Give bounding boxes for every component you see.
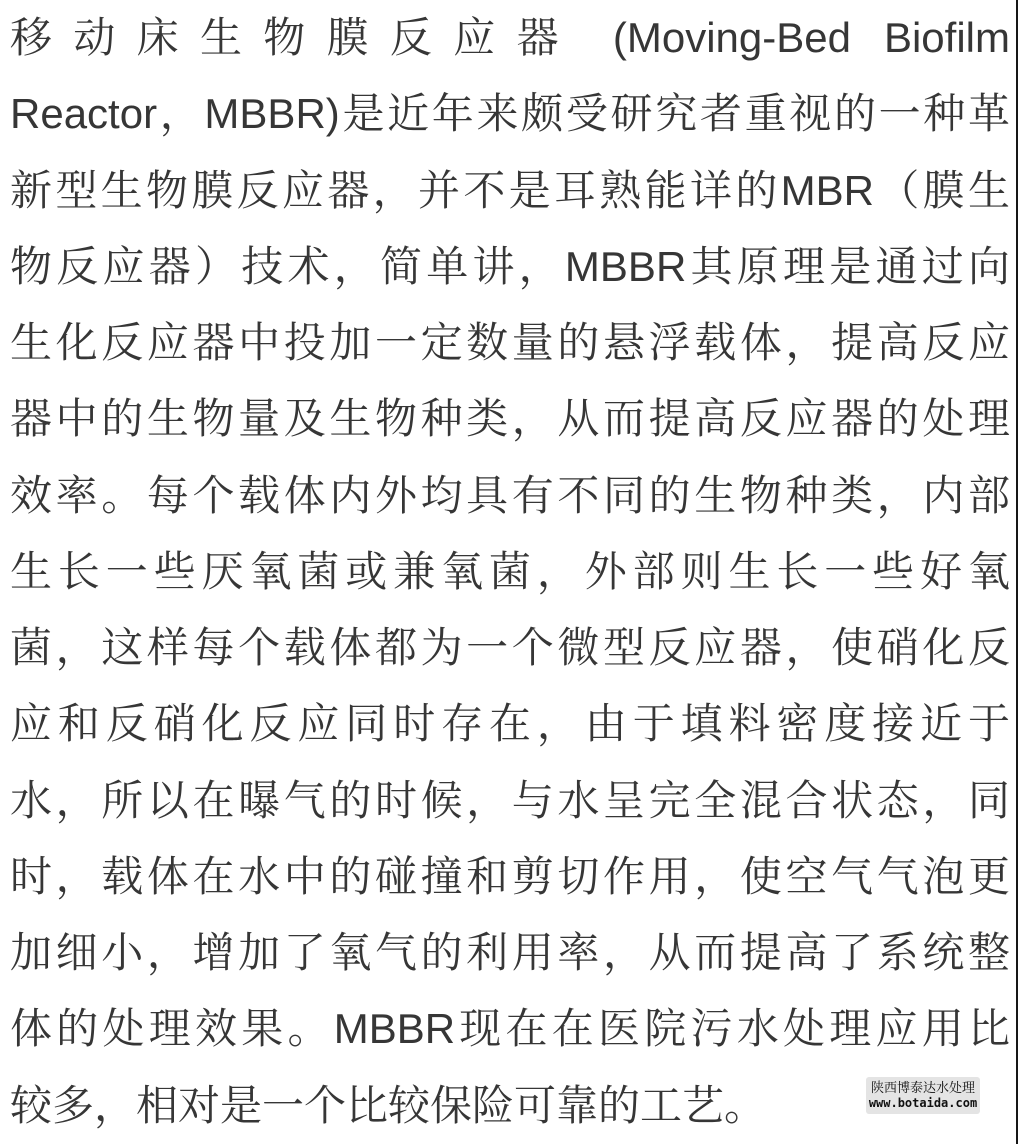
text-line: Reactor，MBBR)是近年来颇受研究者重视的一种革 [10, 90, 1010, 138]
watermark-website-url: www.botaida.com [868, 1096, 978, 1110]
text-line: 时，载体在水中的碰撞和剪切作用，使空气气泡更 [10, 852, 1010, 900]
text-line: 生化反应器中投加一定数量的悬浮载体，提高反应 [10, 319, 1010, 366]
text-line: 较多，相对是一个比较保险可靠的工艺。 [10, 1081, 767, 1129]
text-line: 效率。每个载体内外均具有不同的生物种类，内部 [10, 471, 1010, 519]
text-line: 新型生物膜反应器，并不是耳熟能详的MBR（膜生 [10, 166, 1010, 214]
text-line: 加细小，增加了氧气的利用率，从而提高了系统整 [10, 929, 1010, 976]
right-border-line [1016, 0, 1018, 1144]
text-line: 水，所以在曝气的时候，与水呈完全混合状态，同 [10, 776, 1010, 824]
text-line: 器中的生物量及生物种类，从而提高反应器的处理 [10, 395, 1010, 443]
text-line: 体的处理效果。MBBR现在在医院污水处理应用比 [10, 1005, 1010, 1053]
text-line: 菌，这样每个载体都为一个微型反应器，使硝化反 [10, 624, 1010, 671]
text-line: 移动床生物膜反应器 (Moving-Bed Biofilm [10, 14, 1010, 61]
watermark-badge [866, 1077, 980, 1114]
watermark-company-name: 陕西博泰达水处理 [870, 1080, 975, 1095]
text-line: 应和反硝化反应同时存在，由于填料密度接近于 [10, 700, 1010, 748]
text-line: 生长一些厌氧菌或兼氧菌，外部则生长一些好氧 [10, 547, 1010, 595]
text-line: 物反应器）技术，简单讲，MBBR其原理是通过向 [10, 242, 1010, 290]
